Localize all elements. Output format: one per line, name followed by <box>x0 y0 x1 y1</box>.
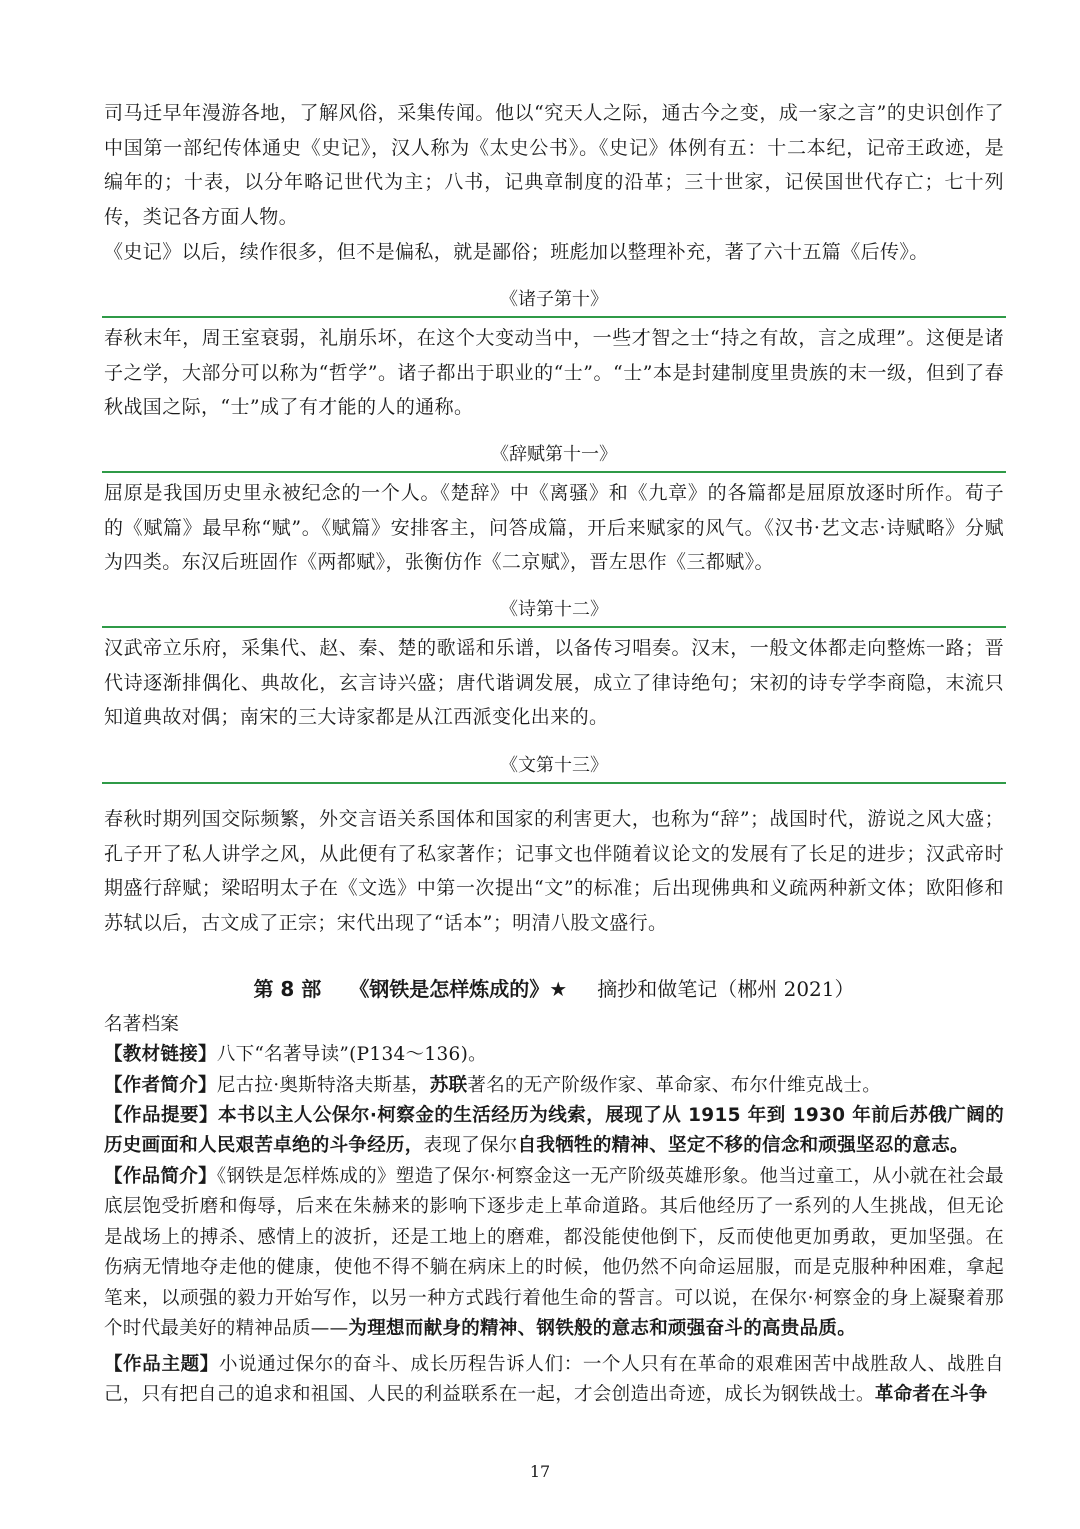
archive-summary-mid: 表现了保尔 <box>423 1135 518 1157</box>
section-title-zhuzi: 《诸子第十》 <box>500 289 608 310</box>
section-title-cifu: 《辞赋第十一》 <box>491 444 617 465</box>
section-body-cifu: 屈原是我国历史里永被纪念的一个人。《楚辞》中《离骚》和《九章》的各篇都是屈原放逐时所作。荀子的《赋篇》最早称“赋”。《赋篇》安排客主，问答成篇，开后来赋家的风气。《汉书·艺文志·诗赋略》分赋为四类。东汉后班固作《两都赋》，张衡仿作《二京赋》，晋左思作《三都赋》。 <box>104 482 1004 573</box>
part-number: 第 8 部 <box>253 977 322 1001</box>
section-divider <box>102 626 1006 628</box>
part-book-title: 《钢铁是怎样炼成的》★ <box>349 977 568 1001</box>
archive-intro <box>104 1162 1004 1344</box>
archive-summary-label: 【作品提要】 <box>104 1105 218 1126</box>
archive-intro-text: 《钢铁是怎样炼成的》塑造了保尔·柯察金这一无产阶级英雄形象。他当过童工，从小就在社会最底层饱受折磨和侮辱，后来在朱赫来的影响下逐步走上革命道路。其后他经历了一系列的人生挑战，但无论是战场上的搏杀、感情上的波折，还是工地上的磨难，都没能使他倒下，反而使他更加勇敢，更加坚强。在伤病无情地夺走他的健康，使他不得不躺在病床上的时候，他仍然不向命运屈服，而是克服种种困难，拿起笔来，以顽强的毅力开始写作，以另一种方式践行着他生命的誓言。可以说，在保尔·柯察金的身上凝聚着那个时代最美好的精神品质—— <box>104 1166 1004 1340</box>
archive-heading: 名著档案 <box>104 1014 180 1035</box>
page-number: 17 <box>529 1462 551 1481</box>
part-task: 摘抄和做笔记（郴州 2021） <box>597 977 855 1001</box>
part-heading <box>104 974 1004 1004</box>
intro-paragraph-houzhuan: 《史记》以后，续作很多，但不是偏私，就是鄙俗；班彪加以整理补充，著了六十五篇《后传》。 <box>104 241 929 263</box>
archive-link <box>104 1040 1004 1070</box>
archive-author-text: 尼古拉·奥斯特洛夫斯基， <box>216 1075 430 1096</box>
section-divider <box>102 471 1006 473</box>
archive-author <box>104 1071 1004 1101</box>
archive-intro-qualities: 为理想而献身的精神、钢铁般的意志和顽强奋斗的高贵品质。 <box>348 1318 857 1340</box>
archive-theme-label: 【作品主题】 <box>104 1354 219 1375</box>
archive-theme <box>104 1350 1004 1411</box>
archive-summary <box>104 1101 1004 1162</box>
archive-summary-spirit: 自我牺牲的精神、坚定不移的信念和顽强坚忍的意志。 <box>517 1135 969 1157</box>
section-body-wen: 春秋时期列国交际频繁，外交言语关系国体和国家的利害更大，也称为“辞”；战国时代，游说之风大盛；孔子开了私人讲学之风，从此便有了私家著作；记事文也伴随着议论文的发展有了长足的进步；汉武帝时期盛行辞赋；梁昭明太子在《文选》中第一次提出“文”的标准；后出现佛典和义疏两种新文体；欧阳修和苏轼以后，古文成了正宗；宋代出现了“话本”；明清八股文盛行。 <box>104 808 1004 934</box>
archive-author-country: 苏联 <box>429 1075 468 1096</box>
archive-author-label: 【作者简介】 <box>104 1075 217 1096</box>
intro-paragraph-shiji: 司马迁早年漫游各地，了解风俗，采集传闻。他以“究天人之际，通古今之变，成一家之言”的史识创作了中国第一部纪传体通史《史记》，汉人称为《太史公书》。《史记》体例有五：十二本纪，记帝王政迹，是编年的；十表，以分年略记世代为主；八书，记典章制度的沿革；三十世家，记侯国世代存亡；七十列传，类记各方面人物。 <box>104 102 1004 228</box>
section-divider <box>102 316 1006 318</box>
archive-link-label: 【教材链接】 <box>104 1044 217 1065</box>
archive-theme-text: 小说通过保尔的奋斗、成长历程告诉人们：一个人只有在革命的艰难困苦中战胜敌人、战胜自己，只有把自己的追求和祖国、人民的利益联系在一起，才会创造出奇迹，成长为钢铁战士。 <box>104 1354 1004 1406</box>
section-title-wen: 《文第十三》 <box>500 755 608 776</box>
section-title-shi: 《诗第十二》 <box>500 599 608 620</box>
archive-intro-label: 【作品简介】 <box>104 1166 217 1187</box>
section-body-shi: 汉武帝立乐府，采集代、赵、秦、楚的歌谣和乐谱，以备传习唱奏。汉末，一般文体都走向整炼一路；晋代诗逐渐排偶化、典故化，玄言诗兴盛；唐代谐调发展，成立了律诗绝句；宋初的诗专学李商隐，末流只知道典故对偶；南宋的三大诗家都是从江西派变化出来的。 <box>104 637 1004 728</box>
archive-link-text: 八下“名著导读”(P134～136)。 <box>216 1044 487 1065</box>
archive-theme-bold: 革命者在斗争 <box>874 1384 988 1406</box>
archive-author-desc: 著名的无产阶级作家、革命家、布尔什维克战士。 <box>467 1075 882 1096</box>
section-divider <box>102 782 1006 784</box>
archive-summary-text: 本书以主人公保尔·柯察金的生活经历为线索，展现了从 1915 年到 1930 年前后苏俄广阔的历史画面和人民艰苦卓绝的斗争经历， <box>104 1105 1004 1157</box>
section-body-zhuzi: 春秋末年，周王室衰弱，礼崩乐坏，在这个大变动当中，一些才智之士“持之有故，言之成理”。这便是诸子之学，大部分可以称为“哲学”。诸子都出于职业的“士”。“士”本是封建制度里贵族的末一级，但到了春秋战国之际，“士”成了有才能的人的通称。 <box>104 327 1004 418</box>
